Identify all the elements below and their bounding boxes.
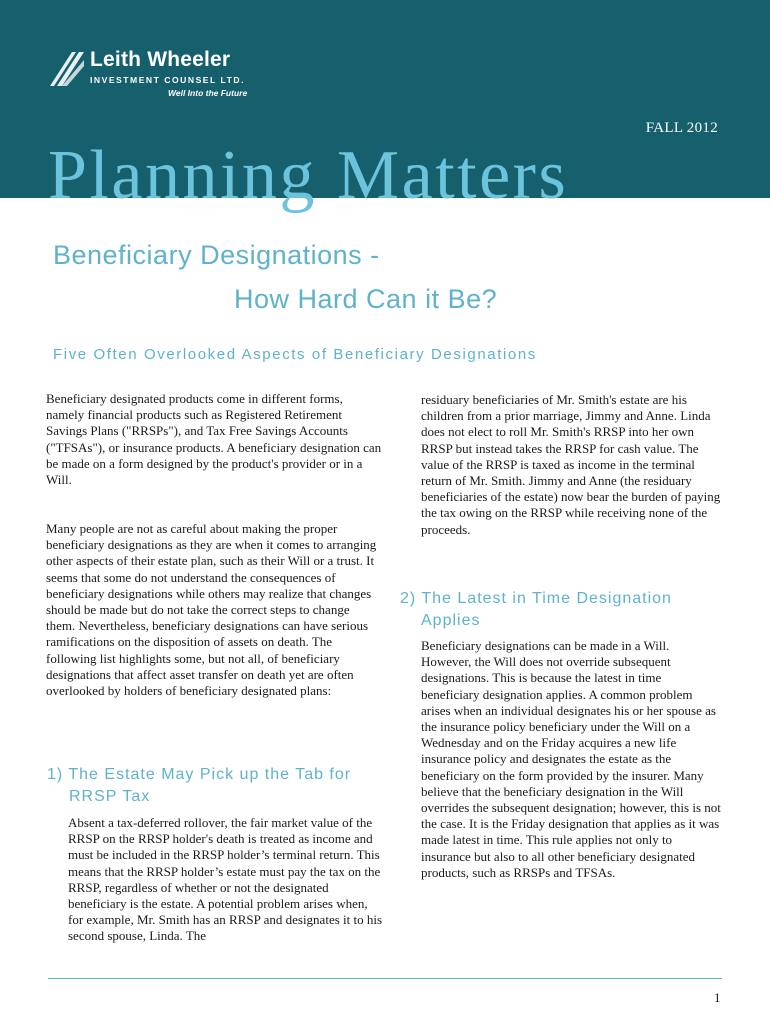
article-title-line1: Beneficiary Designations - <box>53 240 380 270</box>
brand-subtitle: INVESTMENT COUNSEL LTD. <box>90 75 245 85</box>
section-1-heading-line2: RRSP Tax <box>69 788 151 805</box>
context-paragraph: Many people are not as careful about making the proper beneficiary designations as they are when it comes to arranging other aspects of their estate plan, such as their Will or a trust. It seems that some do not understand the consequences of beneficiary designations while others may realize that changes should be made but do not take the correct steps to change them. Nevertheless, beneficiary designations can have serious ramifications on the disposition of assets on death. The following list highlights some, but not all, of beneficiary designations that affect asset transfer on death yet are often overlooked by holders of beneficiary designated plans: <box>46 521 377 699</box>
section-2-body: Beneficiary designations can be made in a Will. However, the Will does not override subsequent designations. This is because the latest in time beneficiary designation applies. A common problem arises when an individual designates his or her spouse as the insurance policy beneficiary under the Will on a Wednesday and on the Friday acquires a new life insurance policy and designates the estate as the beneficiary on the form provided by the insurer. Many believe that the beneficiary designation in the Will overrides the subsequent designation; however, this is not the case. It is the Friday designation that applies as it was made latest in time. This rule applies not only to insurance but also to all other beneficiary designated products, such as RRSPs and TFSAs. <box>421 638 721 880</box>
issue-label: FALL 2012 <box>645 120 718 136</box>
section-1-continued: residuary beneficiaries of Mr. Smith's estate are his children from a prior marriage, Jimmy and Anne. Linda does not elect to roll Mr. Smith's RRSP into her own RRSP but instead takes the RRSP for cash value. The value of the RRSP is taxed as income in the terminal return of Mr. Smith. Jimmy and Anne (the residuary beneficiaries of the estate) now bear the burden of paying the tax owing on the RRSP while receiving none of the proceeds. <box>421 392 721 537</box>
section-1-body: Absent a tax-deferred rollover, the fair market value of the RRSP on the RRSP holder's death is treated as income and must be included in the RRSP holder’s terminal return. This means that the RRSP holder’s estate must pay the tax on the RRSP, regardless of whether or not the designated beneficiary is the estate. A potential problem arises when, for example, Mr. Smith has an RRSP and designates it to his second spouse, Linda. The <box>68 815 383 944</box>
newsletter-title: Planning Matters <box>48 137 569 214</box>
article-title-line2: How Hard Can it Be? <box>234 284 498 314</box>
section-2-heading-line2: Applies <box>421 612 481 629</box>
section-1-heading-line1: 1) The Estate May Pick up the Tab for <box>47 766 352 783</box>
brand-name: Leith Wheeler <box>90 48 231 71</box>
section-2-heading-line1: 2) The Latest in Time Designation <box>400 590 672 607</box>
brand-tagline: Well Into the Future <box>168 88 248 98</box>
article-subtitle: Five Often Overlooked Aspects of Beneficiary Designations <box>53 346 537 363</box>
page-number: 1 <box>714 990 721 1005</box>
logo-mark-icon <box>50 52 84 86</box>
intro-paragraph: Beneficiary designated products come in different forms, namely financial products such as Registered Retirement Savings Plans ("RRSPs"), and Tax Free Savings Accounts ("TFSAs"), or insurance products. A beneficiary designation can be made on a form designed by the product's provider or in a Will. <box>46 391 382 488</box>
footer-divider <box>48 978 722 979</box>
